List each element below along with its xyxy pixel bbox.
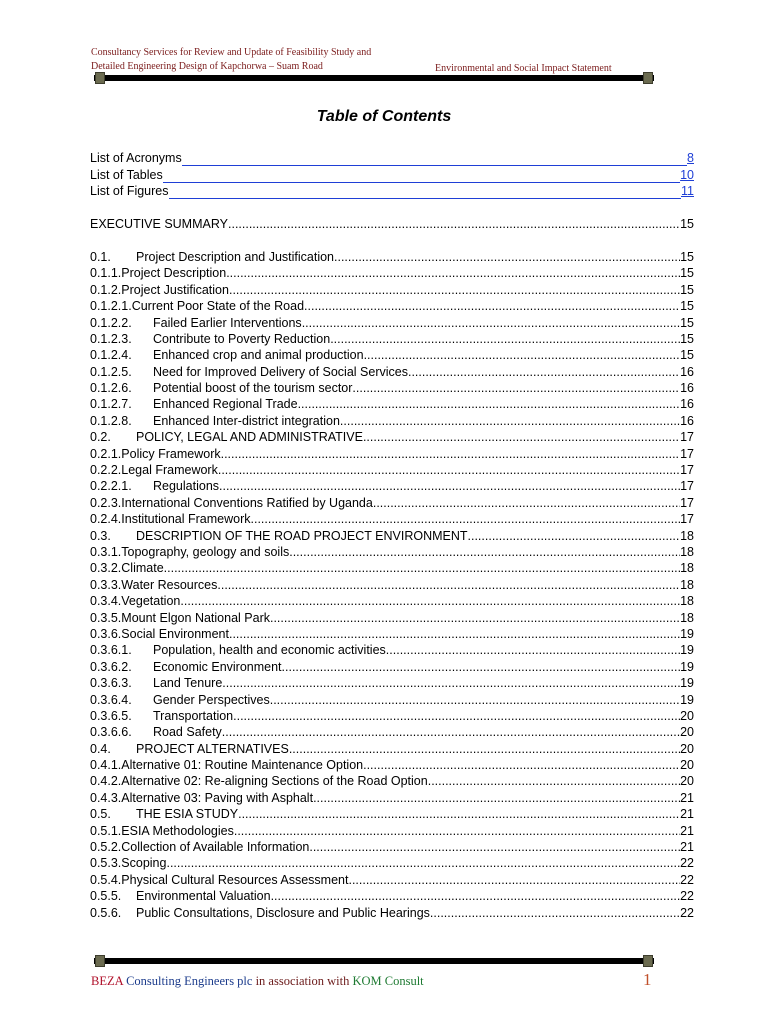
header-project-title	[91, 46, 371, 74]
toc-entry-page: 19	[680, 643, 694, 658]
toc-entry-0-3-6-1[interactable]	[90, 642, 694, 658]
dot-leader	[233, 709, 680, 724]
spacer	[90, 199, 694, 215]
toc-entry-label: Legal Framework	[121, 463, 218, 478]
footer-consulting-engineers: Consulting Engineers plc	[122, 974, 253, 988]
toc-entry-executive-summary[interactable]	[90, 215, 694, 231]
dot-leader	[430, 906, 680, 921]
toc-entry-page: 21	[680, 823, 694, 838]
toc-entry-0-5-1[interactable]	[90, 822, 694, 838]
toc-entry-label: Physical Cultural Resources Assessment	[121, 872, 349, 887]
toc-entry-0-1-2-8[interactable]	[90, 412, 694, 428]
toc-entry-0-1-2-7[interactable]	[90, 396, 694, 412]
toc-entry-0-2-4[interactable]	[90, 511, 694, 527]
toc-entry-0-1-2-3[interactable]	[90, 331, 694, 347]
toc-entry-label: Regulations	[153, 479, 220, 494]
toc-entry-page: 15	[680, 331, 694, 346]
page-title: Table of Contents	[316, 108, 452, 125]
toc-entry-number: 0.2.3.	[90, 495, 122, 510]
toc-entry-0-1-2-2[interactable]	[90, 314, 694, 330]
toc-entry-0-2-2[interactable]	[90, 462, 694, 478]
toc-entry-label: International Conventions Ratified by Uganda	[121, 495, 373, 510]
toc-entry-page: 16	[680, 397, 694, 412]
toc-entry-number: 0.3.6.6.	[90, 725, 132, 740]
toc-entry-page: 10	[680, 167, 694, 182]
toc-entry-page: 17	[680, 463, 694, 478]
page-number: 1	[643, 970, 652, 989]
toc-entry-label: Transportation	[153, 708, 234, 723]
footer-association: in association with	[252, 974, 353, 988]
toc-entry-label: Enhanced Inter-district integration	[153, 413, 340, 428]
toc-entry-page: 22	[680, 905, 694, 920]
dot-leader	[270, 693, 680, 708]
toc-entry-0-3-6-2[interactable]	[90, 658, 694, 674]
toc-entry-0-3[interactable]	[90, 527, 694, 543]
toc-entry-label: Enhanced Regional Trade	[153, 397, 298, 412]
toc-entry-page: 15	[680, 216, 694, 231]
toc-entry-page: 19	[680, 626, 694, 641]
header-rule-left-square	[95, 72, 105, 84]
toc-entry-page: 20	[680, 758, 694, 773]
toc-entry-0-5[interactable]	[90, 806, 694, 822]
toc-entry-number: 0.3.6.5.	[90, 708, 132, 723]
toc-entry-number: 0.1.2.4.	[90, 348, 132, 363]
toc-entry-0-3-6-4[interactable]	[90, 691, 694, 707]
toc-link-list-of-acronyms[interactable]	[90, 150, 694, 166]
toc-entry-0-5-3[interactable]	[90, 855, 694, 871]
toc-entries	[90, 249, 694, 921]
toc-entry-page: 18	[680, 528, 694, 543]
dot-leader	[234, 824, 680, 839]
table-of-contents	[90, 150, 694, 921]
toc-entry-label: THE ESIA STUDY	[136, 807, 239, 822]
dot-leader	[169, 185, 682, 199]
toc-entry-number: 0.1.2.5.	[90, 364, 132, 379]
dot-leader	[221, 447, 680, 462]
toc-entry-page: 16	[680, 413, 694, 428]
toc-entry-page: 11	[681, 184, 694, 199]
toc-entry-label: Water Resources	[121, 577, 218, 592]
toc-entry-number: 0.1.2.7.	[90, 397, 132, 412]
toc-entry-0-1-2-6[interactable]	[90, 380, 694, 396]
toc-entry-0-3-6-3[interactable]	[90, 675, 694, 691]
dot-leader	[302, 316, 680, 331]
dot-leader	[298, 397, 681, 412]
toc-entry-number: 0.5.3.	[90, 856, 122, 871]
toc-entry-number: 0.3.6.2.	[90, 659, 132, 674]
toc-link-list-of-figures[interactable]	[90, 183, 694, 199]
toc-entry-label: Contribute to Poverty Reduction	[153, 331, 331, 346]
toc-entry-label: Policy Framework	[121, 446, 221, 461]
toc-entry-label: List of Figures	[90, 184, 169, 199]
toc-entry-0-5-5[interactable]	[90, 888, 694, 904]
dot-leader	[304, 299, 680, 314]
toc-entry-0-3-4[interactable]	[90, 593, 694, 609]
toc-entry-label: Land Tenure	[153, 676, 223, 691]
toc-entry-0-1-1[interactable]	[90, 265, 694, 281]
dot-leader	[226, 266, 680, 281]
toc-entry-number: 0.1.	[90, 249, 111, 264]
dot-leader	[222, 676, 680, 691]
toc-entry-0-1[interactable]	[90, 249, 694, 265]
toc-entry-page: 19	[680, 692, 694, 707]
dot-leader	[386, 643, 680, 658]
toc-entry-label: ESIA Methodologies	[121, 823, 234, 838]
dot-leader	[313, 791, 680, 806]
dot-leader	[219, 479, 680, 494]
toc-entry-label: PROJECT ALTERNATIVES	[136, 741, 289, 756]
toc-entry-number: 0.4.1.	[90, 758, 122, 773]
dot-leader	[334, 250, 680, 265]
dot-leader	[166, 856, 680, 871]
toc-entry-page: 15	[680, 249, 694, 264]
toc-entry-label: Collection of Available Information	[121, 840, 310, 855]
toc-entry-0-2-3[interactable]	[90, 494, 694, 510]
toc-entry-label: Potential boost of the tourism sector	[153, 381, 353, 396]
toc-entry-label: POLICY, LEGAL AND ADMINISTRATIVE	[136, 430, 363, 445]
dot-leader	[271, 889, 681, 904]
toc-entry-label: Alternative 01: Routine Maintenance Option	[121, 758, 364, 773]
front-matter-list	[90, 150, 694, 199]
toc-entry-number: 0.5.6.	[90, 905, 122, 920]
dot-leader	[373, 496, 680, 511]
dot-leader	[228, 217, 680, 232]
dot-leader	[180, 594, 680, 609]
toc-entry-label: EXECUTIVE SUMMARY	[90, 216, 228, 231]
toc-entry-page: 17	[680, 446, 694, 461]
dot-leader	[238, 807, 680, 822]
toc-entry-0-4-1[interactable]	[90, 757, 694, 773]
toc-entry-0-3-2[interactable]	[90, 560, 694, 576]
toc-entry-page: 22	[680, 872, 694, 887]
toc-entry-page: 22	[680, 889, 694, 904]
toc-entry-page: 17	[680, 430, 694, 445]
toc-entry-number: 0.3.2.	[90, 561, 122, 576]
toc-entry-label: Gender Perspectives	[153, 692, 270, 707]
toc-entry-page: 19	[680, 676, 694, 691]
toc-entry-0-5-4[interactable]	[90, 871, 694, 887]
footer-rule-right-square	[643, 955, 653, 967]
toc-entry-label: Failed Earlier Interventions	[153, 315, 302, 330]
toc-entry-page: 15	[680, 348, 694, 363]
toc-entry-page: 20	[680, 774, 694, 789]
toc-entry-number: 0.3.6.1.	[90, 643, 132, 658]
toc-entry-0-2-1[interactable]	[90, 445, 694, 461]
toc-entry-0-4-2[interactable]	[90, 773, 694, 789]
toc-entry-label: List of Tables	[90, 167, 163, 182]
toc-entry-number: 0.2.1.	[90, 446, 122, 461]
dot-leader	[229, 283, 680, 298]
dot-leader	[222, 725, 680, 740]
toc-entry-number: 0.2.2.	[90, 463, 122, 478]
toc-entry-number: 0.3.5.	[90, 610, 122, 625]
footer-rule	[94, 958, 654, 964]
toc-entry-label: List of Acronyms	[90, 151, 182, 166]
toc-entry-label: Project Description and Justification	[136, 249, 335, 264]
header-line-2: Detailed Engineering Design of Kapchorwa – Suam Road	[91, 61, 323, 72]
toc-entry-page: 22	[680, 856, 694, 871]
toc-entry-label: Need for Improved Delivery of Social Services	[153, 364, 408, 379]
dot-leader	[309, 840, 680, 855]
toc-entry-label: Population, health and economic activities	[153, 643, 386, 658]
toc-entry-label: DESCRIPTION OF THE ROAD PROJECT ENVIRONMENT	[136, 528, 468, 543]
toc-entry-label: Project Justification	[121, 282, 229, 297]
header-rule	[94, 75, 654, 81]
toc-entry-page: 15	[680, 315, 694, 330]
dot-leader	[364, 348, 681, 363]
header-line-1: Consultancy Services for Review and Update of Feasibility Study and	[91, 47, 372, 58]
toc-entry-number: 0.5.2.	[90, 840, 122, 855]
toc-entry-page: 18	[680, 610, 694, 625]
toc-entry-page: 8	[687, 151, 694, 166]
toc-entry-label: Social Environment	[121, 626, 229, 641]
toc-entry-page: 16	[680, 364, 694, 379]
toc-entry-page: 21	[680, 807, 694, 822]
dot-leader	[164, 561, 680, 576]
dot-leader	[468, 529, 681, 544]
dot-leader	[289, 545, 680, 560]
toc-entry-number: 0.1.2.8.	[90, 413, 132, 428]
toc-entry-number: 0.2.4.	[90, 512, 122, 527]
toc-entry-label: Institutional Framework	[121, 512, 251, 527]
toc-entry-page: 17	[680, 495, 694, 510]
toc-entry-label: Alternative 03: Paving with Asphalt	[121, 790, 314, 805]
toc-entry-0-1-2-5[interactable]	[90, 363, 694, 379]
toc-entry-number: 0.3.3.	[90, 577, 122, 592]
toc-entry-0-3-6-6[interactable]	[90, 724, 694, 740]
toc-entry-number: 0.2.2.1.	[90, 479, 132, 494]
dot-leader	[282, 660, 681, 675]
toc-entry-number: 0.4.2.	[90, 774, 122, 789]
toc-entry-0-1-2-1[interactable]	[90, 298, 694, 314]
toc-entry-page: 15	[680, 282, 694, 297]
toc-entry-page: 17	[680, 479, 694, 494]
dot-leader	[163, 169, 680, 183]
toc-entry-label: Enhanced crop and animal production	[153, 348, 364, 363]
toc-entry-page: 20	[680, 708, 694, 723]
toc-entry-label: Economic Environment	[153, 659, 282, 674]
toc-entry-0-5-6[interactable]	[90, 904, 694, 920]
toc-entry-0-3-6-5[interactable]	[90, 708, 694, 724]
toc-entry-number: 0.5.	[90, 807, 111, 822]
toc-entry-label: Project Description	[121, 266, 227, 281]
toc-entry-0-4-3[interactable]	[90, 789, 694, 805]
toc-entry-page: 17	[680, 512, 694, 527]
header-rule-right-square	[643, 72, 653, 84]
toc-entry-label: Climate	[121, 561, 164, 576]
toc-entry-0-5-2[interactable]	[90, 839, 694, 855]
dot-leader	[348, 873, 680, 888]
toc-entry-number: 0.1.2.	[90, 282, 122, 297]
toc-entry-label: Road Safety	[153, 725, 222, 740]
toc-entry-page: 20	[680, 741, 694, 756]
toc-entry-number: 0.1.2.1.	[90, 299, 132, 314]
toc-entry-label: Public Consultations, Disclosure and Public Hearings	[136, 905, 430, 920]
dot-leader	[428, 774, 680, 789]
toc-entry-page: 15	[680, 299, 694, 314]
toc-entry-page: 18	[680, 577, 694, 592]
toc-entry-page: 18	[680, 544, 694, 559]
footer-rule-left-square	[95, 955, 105, 967]
dot-leader	[340, 414, 680, 429]
toc-entry-number: 0.5.4.	[90, 872, 122, 887]
toc-entry-label: Scoping	[121, 856, 167, 871]
dot-leader	[363, 758, 680, 773]
dot-leader	[352, 381, 680, 396]
dot-leader	[363, 430, 680, 445]
dot-leader	[330, 332, 680, 347]
toc-entry-page: 15	[680, 266, 694, 281]
dot-leader	[182, 152, 687, 166]
dot-leader	[270, 611, 680, 626]
toc-entry-page: 18	[680, 561, 694, 576]
toc-entry-0-3-3[interactable]	[90, 576, 694, 592]
toc-entry-number: 0.5.1.	[90, 823, 122, 838]
toc-entry-label: Alternative 02: Re-aligning Sections of the Road Option	[121, 774, 428, 789]
toc-entry-0-1-2[interactable]	[90, 281, 694, 297]
toc-entry-number: 0.1.1.	[90, 266, 122, 281]
toc-entry-number: 0.2.	[90, 430, 111, 445]
toc-entry-number: 0.3.	[90, 528, 111, 543]
dot-leader	[217, 578, 680, 593]
toc-entry-label: Mount Elgon National Park	[121, 610, 270, 625]
toc-entry-page: 18	[680, 594, 694, 609]
toc-entry-page: 19	[680, 659, 694, 674]
toc-link-list-of-tables[interactable]	[90, 166, 694, 182]
toc-entry-number: 0.3.6.4.	[90, 692, 132, 707]
toc-entry-page: 20	[680, 725, 694, 740]
toc-entry-number: 0.3.1.	[90, 544, 122, 559]
dot-leader	[408, 365, 680, 380]
page-footer	[91, 974, 424, 989]
toc-entry-label: Current Poor State of the Road	[131, 299, 305, 314]
toc-entry-number: 0.4.	[90, 741, 111, 756]
toc-entry-number: 0.3.6.	[90, 626, 122, 641]
toc-entry-number: 0.4.3.	[90, 790, 122, 805]
spacer	[90, 232, 694, 249]
dot-leader	[229, 627, 680, 642]
toc-entry-label: Topography, geology and soils	[121, 544, 290, 559]
toc-entry-0-3-5[interactable]	[90, 609, 694, 625]
toc-entry-0-2[interactable]	[90, 429, 694, 445]
toc-entry-0-3-6[interactable]	[90, 626, 694, 642]
header-document-type: Environmental and Social Impact Statement	[435, 63, 612, 74]
toc-entry-number: 0.1.2.6.	[90, 381, 132, 396]
toc-entry-page: 21	[680, 840, 694, 855]
toc-entry-label: Environmental Valuation	[136, 889, 271, 904]
toc-entry-0-4[interactable]	[90, 740, 694, 756]
toc-entry-0-3-1[interactable]	[90, 544, 694, 560]
toc-entry-number: 0.1.2.3.	[90, 331, 132, 346]
dot-leader	[251, 512, 681, 527]
footer-beza: BEZA	[91, 974, 123, 988]
toc-entry-number: 0.3.6.3.	[90, 676, 132, 691]
dot-leader	[289, 742, 680, 757]
toc-entry-label: Vegetation	[121, 594, 181, 609]
toc-entry-page: 21	[680, 790, 694, 805]
toc-entry-0-2-2-1[interactable]	[90, 478, 694, 494]
footer-kom-consult: KOM Consult	[352, 974, 424, 988]
toc-entry-page: 16	[680, 381, 694, 396]
dot-leader	[218, 463, 680, 478]
toc-entry-number: 0.3.4.	[90, 594, 122, 609]
toc-entry-number: 0.1.2.2.	[90, 315, 132, 330]
toc-entry-number: 0.5.5.	[90, 889, 122, 904]
toc-entry-0-1-2-4[interactable]	[90, 347, 694, 363]
